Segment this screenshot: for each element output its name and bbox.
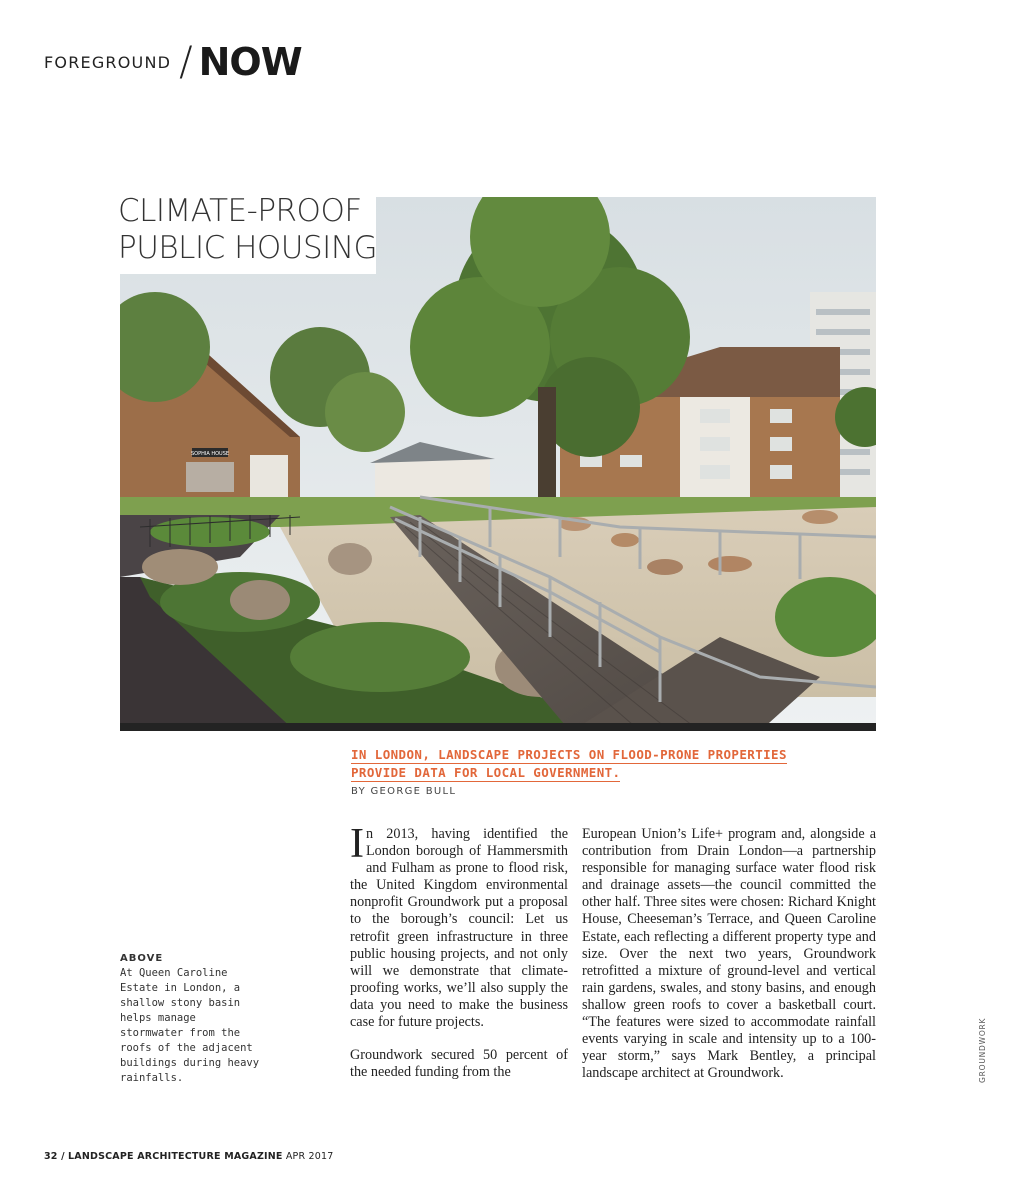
photo-credit: GROUNDWORK	[978, 1017, 987, 1083]
page-footer	[44, 1151, 333, 1162]
section-label: FOREGROUND	[44, 52, 172, 72]
magazine-name: LANDSCAPE ARCHITECTURE MAGAZINE	[68, 1151, 283, 1162]
article-title	[118, 193, 377, 267]
byline: BY GEORGE BULL	[351, 786, 457, 797]
drop-cap: I	[350, 821, 364, 867]
hero-photo	[120, 197, 876, 731]
title-line-2: PUBLIC HOUSING	[118, 230, 378, 266]
issue-date: APR 2017	[285, 1151, 334, 1162]
section-header	[44, 40, 302, 84]
photo-caption	[120, 951, 260, 1086]
photo-bottom-bar	[120, 723, 876, 731]
title-line-1: CLIMATE-PROOF	[118, 193, 362, 229]
deck-line-2: PROVIDE DATA FOR LOCAL GOVERNMENT.	[351, 765, 621, 780]
article-deck	[351, 746, 787, 782]
caption-label: ABOVE	[120, 953, 164, 964]
paragraph-3: European Union’s Life+ program and, alongside a contribution from Drain London—a partnership responsible for managing surface water flood risk and drainage assets—the council committed the other half. Three sites were chosen: Richard Knight House, Cheeseman’s Terrace, and Queen Caroline Estate, each reflecting a different property type and size. Over the next two years, Groundwork retrofitted a mixture of ground-level and vertical rain gardens, swales, and stony basins, and enough shallow green roofs to cover a basketball court. “The features were sized to accommodate rainfall events varying in scale and intensity up to a 100-year storm,” says Mark Bentley, a principal landscape architect at Groundwork.	[582, 826, 876, 1082]
caption-text: At Queen Caroline Estate in London, a shallow stony basin helps manage stormwater from the roofs of the adjacent buildings during heavy rainfalls.	[120, 967, 260, 1084]
paragraph-2: Groundwork secured 50 percent of the needed funding from the	[350, 1047, 568, 1081]
page-number: 32 /	[44, 1151, 65, 1162]
paragraph-1	[350, 821, 568, 1031]
body-column-2	[582, 826, 876, 1098]
building-sign-text: SOPHIA HOUSE	[190, 451, 230, 457]
deck-line-1: IN LONDON, LANDSCAPE PROJECTS ON FLOOD-PRONE PROPERTIES	[351, 747, 787, 762]
paragraph-1-text: n 2013, having identified the London borough of Hammersmith and Fulham as prone to flood risk, the United Kingdom environmental nonprofit Groundwork put a proposal to the borough’s council: Let us retrofit green infrastructure in three public housing projects, and not only will we demonstrate that climate-proofing works, we’ll also supply the data you need to make the business case for future projects.	[350, 826, 568, 1031]
section-separator: /	[179, 39, 193, 85]
body-column-1	[350, 821, 568, 1097]
subsection-label: NOW	[198, 40, 302, 84]
